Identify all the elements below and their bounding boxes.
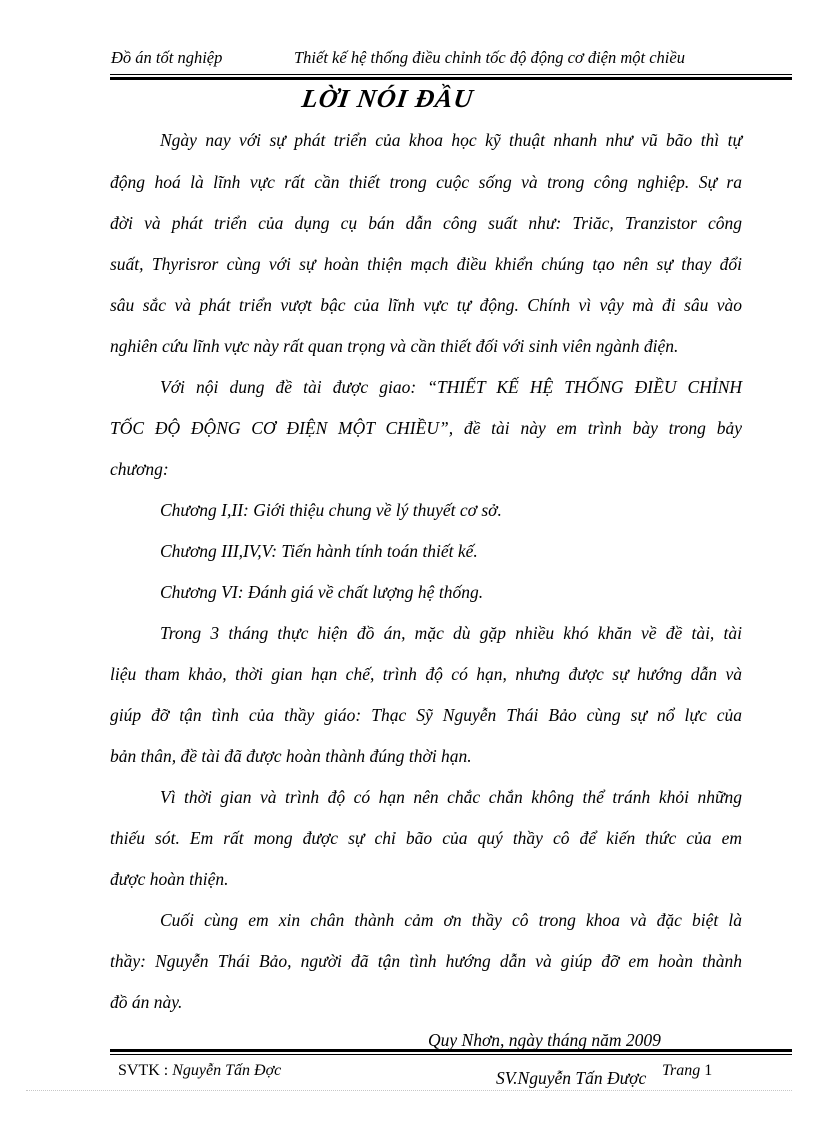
page-title: LỜI NÓI ĐẦU [300, 84, 476, 113]
body-line: đồ án này. [110, 992, 183, 1012]
footer-rule-thick [110, 1049, 792, 1052]
body-line: Cuối cùng em xin chân thành cảm ơn thầy cô trong khoa và đặc biệt là [160, 910, 742, 930]
body-line: động hoá là lĩnh vực rất cần thiết trong cuộc sống và trong công nghiệp. Sự ra [110, 172, 742, 192]
footer-page [662, 1062, 712, 1080]
chapter-line: Chương I,II: Giới thiệu chung về lý thuyết cơ sở. [160, 500, 502, 520]
page-number: 1 [704, 1062, 713, 1079]
body-line: đời và phát triển của dụng cụ bán dẫn công suất như: Triăc, Tranzistor công [110, 213, 742, 233]
body-line: suất, Thyrisror cùng với sự hoàn thiện mạch điều khiển chúng tạo nên sự thay đổi [110, 254, 742, 274]
signature-author: SV.Nguyễn Tấn Được [496, 1068, 647, 1088]
footer-page-label: Trang [662, 1062, 705, 1079]
header-rule-thin [110, 74, 792, 75]
body-line: Ngày nay với sự phát triển của khoa học kỹ thuật nhanh như vũ bão thì tự [160, 130, 742, 150]
page-bottom-edge [26, 1090, 792, 1091]
body-line: Với nội dung đề tài được giao: “THIẾT KẾ HỆ THỐNG ĐIỀU CHỈNH [160, 377, 742, 397]
body-line: liệu tham khảo, thời gian hạn chế, trình độ có hạn, nhưng được sự hướng dẫn và [110, 664, 742, 684]
body-line: được hoàn thiện. [110, 869, 229, 889]
body-line: Trong 3 tháng thực hiện đồ án, mặc dù gặp nhiều khó khăn về đề tài, tài [160, 623, 742, 643]
body-line: TỐC ĐỘ ĐỘNG CƠ ĐIỆN MỘT CHIỀU”, đề tài này em trình bày trong bảy [110, 418, 742, 438]
header-right: Thiết kế hệ thống điều chỉnh tốc độ động cơ điện một chiều [294, 48, 685, 67]
footer-rule-thin [110, 1054, 792, 1055]
signature-place-date: Quy Nhơn, ngày tháng năm 2009 [428, 1030, 661, 1050]
header-rule-thick [110, 77, 792, 80]
chapter-line: Chương III,IV,V: Tiến hành tính toán thiết kế. [160, 541, 478, 561]
chapter-line: Chương VI: Đánh giá về chất lượng hệ thống. [160, 582, 484, 602]
body-line: thầy: Nguyễn Thái Bảo, người đã tận tình hướng dẫn và giúp đỡ em hoàn thành [110, 951, 742, 971]
body-line: sâu sắc và phát triển vượt bậc của lĩnh vực tự động. Chính vì vậy mà đi sâu vào [110, 295, 742, 315]
body-line: bản thân, đề tài đã được hoàn thành đúng thời hạn. [110, 746, 472, 766]
body-line: thiếu sót. Em rất mong được sự chỉ bão của quý thầy cô để kiến thức của em [110, 828, 742, 848]
body-line: nghiên cứu lĩnh vực này rất quan trọng và cần thiết đối với sinh viên ngành điện. [110, 336, 679, 356]
body-line: Vì thời gian và trình độ có hạn nên chắc chắn không thể tránh khỏi những [160, 787, 742, 807]
body-line: chương: [110, 459, 169, 479]
footer-author [118, 1062, 281, 1080]
footer-label: SVTK : [118, 1062, 173, 1079]
header-left: Đồ án tốt nghiệp [111, 48, 223, 67]
body-line: giúp đỡ tận tình của thầy giáo: Thạc Sỹ Nguyễn Thái Bảo cùng sự nổ lực của [110, 705, 742, 725]
footer-name: Nguyễn Tấn Đợc [172, 1062, 282, 1079]
